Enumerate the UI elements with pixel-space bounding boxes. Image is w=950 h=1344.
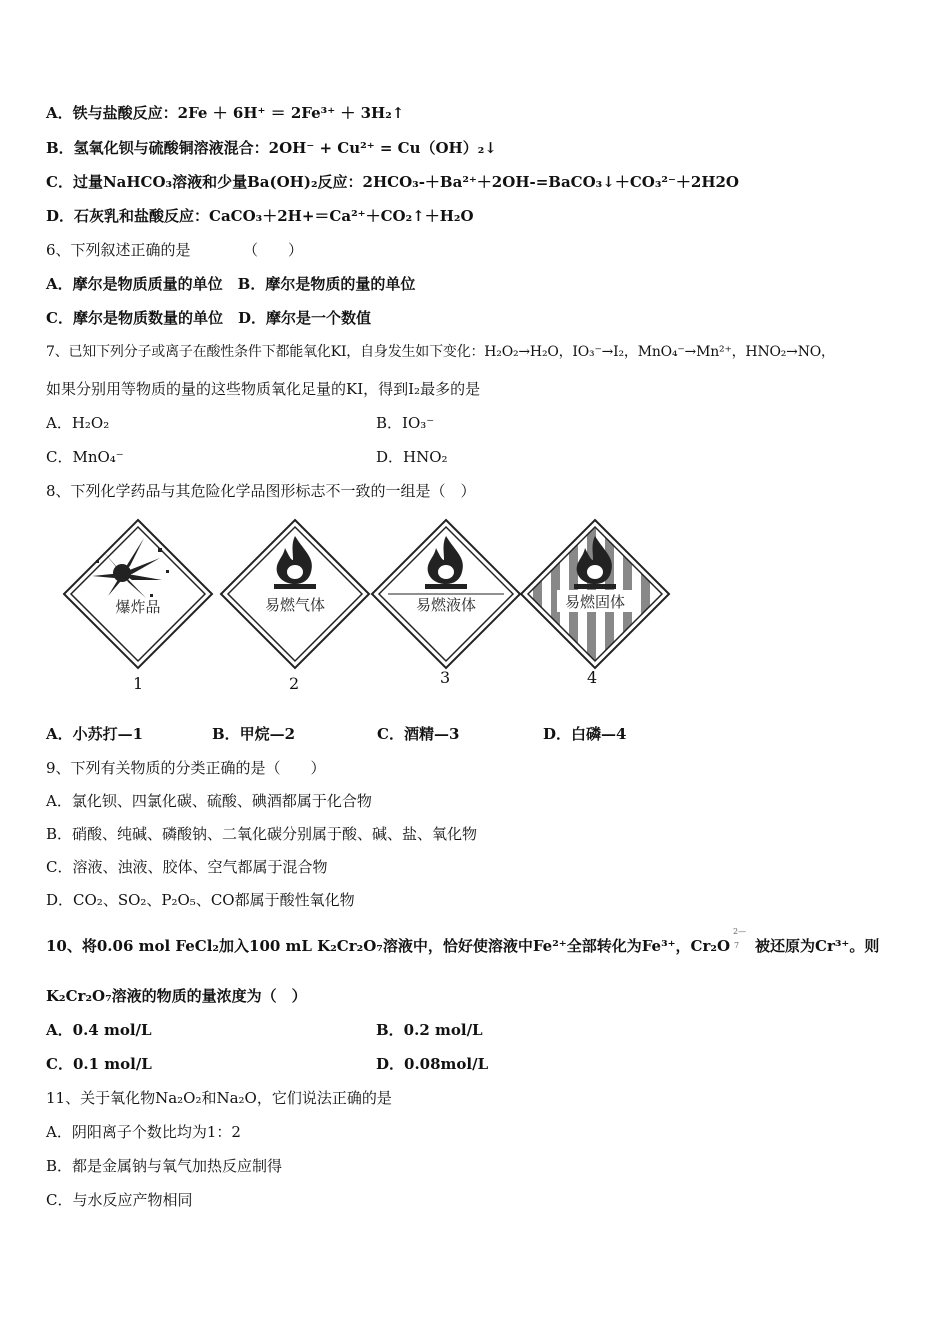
q9-option-a: A．氯化钡、四氯化碳、硫酸、碘酒都属于化合物 xyxy=(46,792,372,810)
sign-number-3: 3 xyxy=(440,668,451,687)
q10-option-d: D．0.08mol/L xyxy=(376,1055,489,1073)
q10-charge: 2— xyxy=(733,927,747,936)
q7-option-d: D．HNO₂ xyxy=(376,448,448,466)
q10-stem-line1 xyxy=(46,936,730,956)
sign-label-explosive: 爆炸品 xyxy=(115,598,161,616)
q5-option-a: A．铁与盐酸反应：2Fe ＋ 6H⁺ ＝ 2Fe³⁺ ＋ 3H₂↑ xyxy=(46,104,405,122)
q8-option-a: A．小苏打—1 xyxy=(46,725,144,743)
q7-stem-line1: 7、已知下列分子或离子在酸性条件下都能氧化KI，自身发生如下变化：H₂O₂→H₂O，IO₃⁻→I₂，MnO₄⁻→Mn²⁺，HNO₂→NO， xyxy=(46,344,835,360)
q8-stem: 8、下列化学药品与其危险化学品图形标志不一致的一组是（ ） xyxy=(46,482,476,500)
q5-option-c: C．过量NaHCO₃溶液和少量Ba(OH)₂反应：2HCO₃-＋Ba²⁺＋2OH-=BaCO₃↓＋CO₃²⁻＋2H2O xyxy=(46,173,739,191)
q5-option-b: B．氢氧化钡与硫酸铜溶液混合：2OH⁻ + Cu²⁺ = Cu（OH）₂↓ xyxy=(46,139,497,157)
q5-option-d: D．石灰乳和盐酸反应：CaCO₃＋2H+＝Ca²⁺＋CO₂↑＋H₂O xyxy=(46,207,474,225)
q9-option-b: B．硝酸、纯碱、磷酸钠、二氧化碳分别属于酸、碱、盐、氧化物 xyxy=(46,825,478,843)
sign-number-2: 2 xyxy=(289,674,300,693)
q7-option-c: C．MnO₄⁻ xyxy=(46,448,124,466)
q6-options-cd: C．摩尔是物质数量的单位 D．摩尔是一个数值 xyxy=(46,309,371,327)
q10-option-b: B．0.2 mol/L xyxy=(376,1021,483,1039)
flammable-liquid-hazard-sign xyxy=(370,518,522,670)
q10-option-c: C．0.1 mol/L xyxy=(46,1055,152,1073)
flammable-gas-hazard-sign xyxy=(219,518,371,670)
q11-option-a: A．阴阳离子个数比均为1：2 xyxy=(46,1123,241,1141)
q8-option-d: D．白磷—4 xyxy=(543,725,627,743)
q10-stem-line2: K₂Cr₂O₇溶液的物质的量浓度为（ ） xyxy=(46,987,307,1005)
flammable-solid-hazard-sign xyxy=(519,518,671,670)
q11-option-c: C．与水反应产物相同 xyxy=(46,1191,193,1209)
q11-stem: 11、关于氧化物Na₂O₂和Na₂O，它们说法正确的是 xyxy=(46,1089,392,1107)
q7-option-b: B．IO₃⁻ xyxy=(376,414,435,432)
q7-stem-line2: 如果分别用等物质的量的这些物质氧化足量的KI，得到I₂最多的是 xyxy=(46,380,481,398)
sign-number-1: 1 xyxy=(133,674,144,693)
sign-label-flammable-solid: 易燃固体 xyxy=(564,593,626,611)
q9-option-d: D．CO₂、SO₂、P₂O₅、CO都属于酸性氧化物 xyxy=(46,891,355,909)
q7-option-a: A．H₂O₂ xyxy=(46,414,110,432)
q10-option-a: A．0.4 mol/L xyxy=(46,1021,152,1039)
q11-option-b: B．都是金属钠与氧气加热反应制得 xyxy=(46,1157,283,1175)
q6-options-ab: A．摩尔是物质质量的单位 B．摩尔是物质的量的单位 xyxy=(46,275,416,293)
sign-label-flammable-gas: 易燃气体 xyxy=(264,596,326,614)
q9-option-c: C．溶液、浊液、胶体、空气都属于混合物 xyxy=(46,858,328,876)
q10-stem-end: 被还原为Cr³⁺。则 xyxy=(755,937,880,955)
q6-stem: 6、下列叙述正确的是 （ ） xyxy=(46,241,304,259)
sign-number-4: 4 xyxy=(587,668,598,687)
q10-subscript: 7 xyxy=(734,941,740,950)
q9-stem: 9、下列有关物质的分类正确的是（ ） xyxy=(46,759,326,777)
sign-label-flammable-liquid: 易燃液体 xyxy=(415,596,477,614)
q8-option-c: C．酒精—3 xyxy=(377,725,460,743)
q10-stem-text: 10、将0.06 mol FeCl₂加入100 mL K₂Cr₂O₇溶液中，恰好使溶液中Fe²⁺全部转化为Fe³⁺，Cr₂O xyxy=(46,937,731,955)
q8-option-b: B．甲烷—2 xyxy=(212,725,296,743)
explosive-hazard-sign xyxy=(62,518,214,670)
